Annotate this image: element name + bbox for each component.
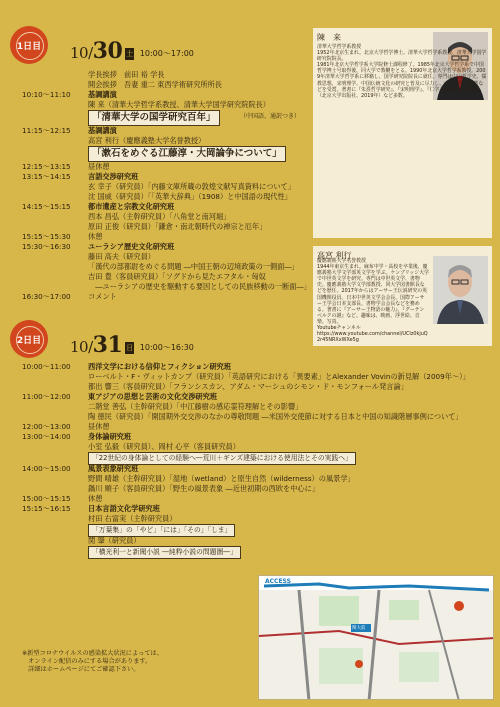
presenter-line: 吉田 豊（客員研究員）「ソグドから見たエフタル・匈奴	[88, 272, 266, 281]
presenter-line: 都出 響三（客員研究員）「フランシスカン、アダム・マーシュのシモン・ド・モンフォール発言論」	[88, 382, 408, 391]
presenter-line: 西本 昌弘（主幹研究員）「八角堂と南河堀」	[88, 212, 231, 221]
time-slot: 14:15～15:15	[22, 202, 71, 211]
time-slot: 10:10～11:10	[22, 90, 71, 99]
schedule-row	[22, 232, 102, 241]
session-title: 基調講演	[88, 126, 117, 135]
schedule-row	[22, 172, 138, 181]
map-title: ACCESS	[265, 578, 291, 585]
speaker1-bio: 清華大学哲学系教授 1952年北京生まれ。北京大学哲学博士。清華大学哲学系教授、清華大学国学研究院院長。 1981年北京大学哲学系大学院修士課程修了。1985年北京大学哲学系で中国哲学博士号取得後、同大学で教鞭をとる。1990年北京大学哲学系教授。2009年清華大学哲学系に移籍し、国学研究院院長に就任。専門は中国哲学史、儒教思想、宋明理学。中国伝統文化の研究と普及に尽力し、中国国学大師賞などを受賞。著書に『朱熹哲学研究』、『宋明理学』、『仁学本体論』など多数。 （北京大学出版社、2019年）など多数。	[317, 44, 487, 99]
access-map	[258, 575, 494, 700]
session-title: 昼休憩	[88, 162, 110, 171]
time-slot: 10:00～11:00	[22, 362, 71, 371]
lecture-note: （中国語、通訳つき）	[240, 113, 301, 120]
schedule-row	[22, 504, 160, 513]
day1-header	[10, 26, 194, 64]
lecture-title-box: 「清華大学の国学研究百年」	[88, 110, 220, 126]
time-slot: 15:15～15:30	[22, 232, 71, 241]
session-title: 風景表象研究班	[88, 464, 139, 473]
time-slot: 13:15～14:15	[22, 172, 71, 181]
schedule-row	[22, 242, 174, 251]
day1-date: 10/30 土	[70, 38, 133, 64]
schedule-row	[22, 494, 102, 503]
speaker2-name: 高宮 利行	[317, 251, 352, 260]
presenter-line: ローベルト・F・ヴィットカンプ（研究員）「英語研究における「異要素」とAlexander Vovinの新見解（2009年～）」	[88, 372, 470, 381]
lecture-title-box: 「万葉集」の「やど」「には」「その」「しま」	[88, 524, 235, 537]
time-slot: 12:15～13:15	[22, 162, 71, 171]
presenter-line: ―ユーラシアの歴史を駆動する要因としての民族移動の一断面―」	[88, 282, 311, 291]
time-slot: 14:00～15:00	[22, 464, 71, 473]
time-slot: 15:30～16:30	[22, 242, 71, 251]
time-slot: 13:00～14:00	[22, 432, 71, 441]
day1-badge: 1日目	[10, 26, 48, 64]
session-title: 日本言語文化学研究班	[88, 504, 160, 513]
speaker1-name: 陳 来	[317, 33, 341, 42]
schedule-row	[22, 202, 174, 211]
presenter-line: 「漢代の部都尉をめぐる問題 ―中国王朝の辺境政策の一側面―」	[88, 262, 299, 271]
schedule-row	[22, 90, 117, 99]
schedule-row	[22, 464, 138, 473]
presenter-line: 鍋川 順子（客員研究員）「野生の風景表象 ―近世初期の西欧を中心に」	[88, 484, 319, 493]
session-title: 基調講演	[88, 90, 117, 99]
session-title: 東アジアの思想と芸術の文化交渉研究班	[88, 392, 218, 401]
presenter-line: 藤田 高夫（研究員）	[88, 252, 155, 261]
session-title: 学長挨拶 前田 裕 学長	[88, 70, 165, 79]
session-title: 言語交渉研究班	[88, 172, 139, 181]
presenter-line: 玄 幸子（研究員）「内藤文庫所蔵の敦煌文献写真資料について」	[88, 182, 295, 191]
session-title: 休憩	[88, 232, 103, 241]
speaker2-box	[313, 246, 492, 346]
speaker2-bio: 慶應義塾大学名誉教授 1944年東京生まれ。麻布中学・高校を卒業後、慶應義塾大学文学部英文学を学ぶ。ケンブリッジ大学で中世英文学を研究。専門は中世英文学、書物史。慶應義塾大学文学部教授、同大学図書館長などを歴任。2017年からはアーサー王伝説研究の英国機関役員。日本中世英文学会会長、国際アーサー王学会日本支部長、書物学会会長などを務める。著書に『アーサー王物語の魅力』、『グーテンベルクの謎』など。趣味は、映画、浮世絵、音楽、写真。 Youtubeチャンネル https://www.youtube.com/channel/UCIz0kjuQ2r45NRXxWXe5g	[317, 258, 429, 344]
session-title: 開会挨拶 吾妻 重二 東西学術研究所所長	[88, 80, 222, 89]
lecture-title-box: 「漱石をめぐる江藤淳・大岡論争について」	[88, 146, 286, 162]
time-slot: 16:30～17:00	[22, 292, 71, 301]
map-station: 関大前	[352, 626, 366, 631]
session-title: ユーラシア歴史文化研究班	[88, 242, 175, 251]
schedule-row	[22, 362, 231, 371]
session-title: コメント	[88, 292, 117, 301]
day1-hours: 10:00～17:00	[139, 49, 194, 58]
schedule-row	[22, 70, 164, 79]
presenter-line: 小室 弘毅（研究員）、岡村 心平（客員研究員）	[88, 442, 240, 451]
schedule-row	[22, 80, 222, 89]
presenter-line: 関 肇（研究員）	[88, 536, 141, 545]
notice-text: ※新型コロナウイルスの感染拡大状況によっては、 オンライン配信のみにする場合があります。 詳細はホームページにてご確認下さい。	[22, 650, 163, 673]
session-title: 都市遺産と宗教文化研究班	[88, 202, 175, 211]
schedule-row	[22, 392, 217, 401]
time-slot: 15:00～15:15	[22, 494, 71, 503]
session-title: 身体論研究班	[88, 432, 132, 441]
lecture-title-box: 「横光利一と新聞小説 ―純粋小説の問題圏―」	[88, 546, 241, 559]
day2-header	[10, 320, 194, 358]
time-slot: 12:00～13:00	[22, 422, 71, 431]
time-slot: 11:00～12:00	[22, 392, 71, 401]
day2-hours: 10:00～16:30	[139, 343, 194, 352]
session-title: 昼休憩	[88, 422, 110, 431]
presenter-line: 陶 徳民（研究員）「開国期外交交渉のなかの尊敬問題 ―米国外交使節に対する日本と中国の知識階層事例について」	[88, 412, 463, 421]
presenter-line: 高宮 利行（慶應義塾大学名誉教授）	[88, 136, 206, 145]
presenter-line: 野間 晴雄（主幹研究員）「湿地（wetland）と原生自然（wilderness）の風景学」	[88, 474, 355, 483]
session-title: 休憩	[88, 494, 103, 503]
presenter-line: 二階堂 善弘（主幹研究員）「中江藤樹の感応霊符理解とその影響」	[88, 402, 303, 411]
schedule-row	[22, 432, 131, 441]
speaker1-box	[313, 28, 492, 238]
lecture-title-box: 「22世紀の身体論としての経験へ―荒川＋ギンズ建築における使用法とその実践へ」	[88, 452, 356, 465]
schedule-row	[22, 292, 117, 301]
presenter-line: 原田 正俊（研究員）「鎌倉・南北朝時代の禅宗と厄年」	[88, 222, 267, 231]
presenter-line: 陳 来（清華大学哲学系教授、清華大学国学研究院院長）	[88, 100, 270, 109]
schedule-row	[22, 162, 110, 171]
presenter-line: 沈 国威（研究員）「「英華大辞典」（1908）と中国語の現代性」	[88, 192, 292, 201]
session-title: 西洋文学における信仰とフィクション研究班	[88, 362, 232, 371]
day2-date: 10/31 日	[70, 332, 133, 358]
presenter-line: 村田 右富実（主幹研究員）	[88, 514, 177, 523]
speaker2-photo	[433, 256, 488, 324]
time-slot: 11:15～12:15	[22, 126, 71, 135]
time-slot: 15:15～16:15	[22, 504, 71, 513]
schedule-row	[22, 422, 110, 431]
schedule-row	[22, 126, 117, 135]
day2-badge: 2日目	[10, 320, 48, 358]
